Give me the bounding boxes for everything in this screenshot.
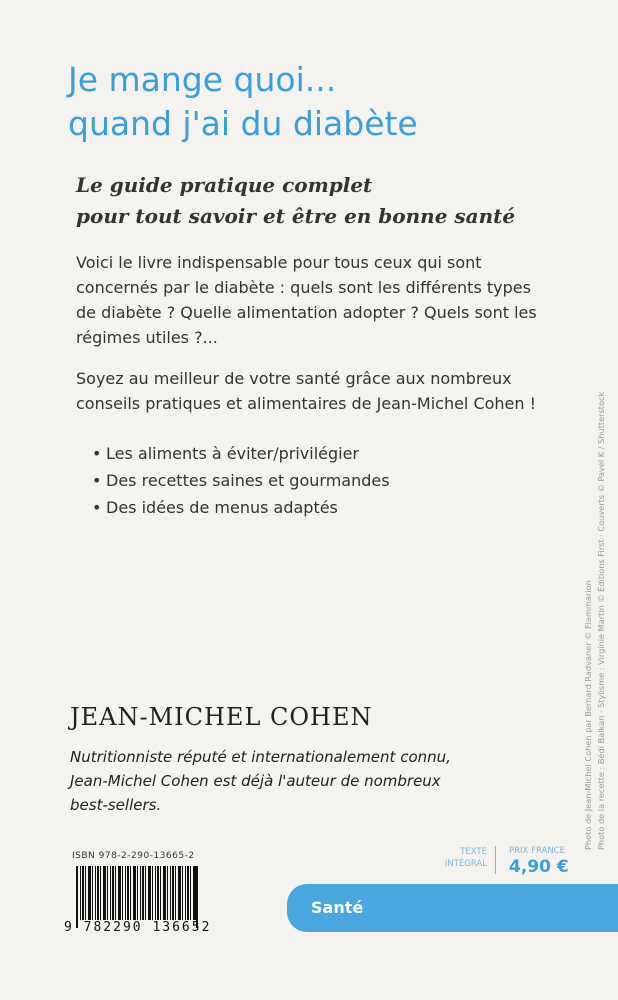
para1-line: concernés par le diabète : quels sont les différents types xyxy=(76,278,531,297)
subtitle-line-2: pour tout savoir et être en bonne santé xyxy=(76,204,516,228)
para2-line: conseils pratiques et alimentaires de Jean-Michel Cohen ! xyxy=(76,394,537,413)
price-label: PRIX FRANCE xyxy=(509,846,565,856)
description-paragraph-2 xyxy=(76,366,568,416)
bio-line: best-sellers. xyxy=(70,796,162,814)
feature-list xyxy=(92,440,390,521)
feature-item xyxy=(92,440,390,467)
texte-line: TEXTE xyxy=(460,847,487,857)
price-value: 4,90 € xyxy=(509,857,569,877)
subtitle-line-1: Le guide pratique complet xyxy=(76,173,373,197)
book-title xyxy=(68,58,418,146)
description-paragraph-1 xyxy=(76,250,568,350)
bio-line: Jean-Michel Cohen est déjà l'auteur de nombreux xyxy=(70,772,441,790)
para2-line: Soyez au meilleur de votre santé grâce aux nombreux xyxy=(76,369,512,388)
title-line-1: Je mange quoi... xyxy=(68,60,337,99)
feature-item xyxy=(92,467,390,494)
barcode-digits: 9 782290 136652 xyxy=(64,920,212,935)
barcode-guard xyxy=(76,866,78,928)
credit-line: Photo de Jean-Michel Cohen par Bernard Radvaner © Flammarion xyxy=(583,580,593,850)
barcode-guard xyxy=(196,866,198,928)
para1-line: de diabète ? Quelle alimentation adopter ? Quels sont les xyxy=(76,303,537,322)
photo-credits xyxy=(582,392,608,850)
book-subtitle xyxy=(76,170,515,232)
bullet-icon: • xyxy=(92,498,102,517)
texte-integral-label xyxy=(435,846,487,870)
bio-line: Nutritionniste réputé et internationalement connu, xyxy=(70,748,451,766)
price-divider xyxy=(495,846,496,874)
author-bio xyxy=(70,745,451,817)
isbn-label: ISBN 978-2-290-13665-2 xyxy=(72,851,195,861)
author-name: JEAN-MICHEL COHEN xyxy=(70,703,373,731)
title-line-2: quand j'ai du diabète xyxy=(68,104,418,143)
texte-line: INTÉGRAL xyxy=(444,859,487,869)
credit-line: Photo de la recette : Bédi Balkan · Stylisme : Virginie Martin © Éditions First · Couverts © Pavel K / Shutterstock xyxy=(596,391,606,850)
category-band xyxy=(287,884,618,932)
para1-line: régimes utiles ?... xyxy=(76,328,218,347)
bullet-icon: • xyxy=(92,471,102,490)
feature-item xyxy=(92,494,390,521)
para1-line: Voici le livre indispensable pour tous ceux qui sont xyxy=(76,253,482,272)
category-label: Santé xyxy=(311,898,364,917)
feature-text: Des recettes saines et gourmandes xyxy=(106,471,390,490)
bullet-icon: • xyxy=(92,444,102,463)
feature-text: Des idées de menus adaptés xyxy=(106,498,338,517)
barcode-icon xyxy=(80,866,196,920)
feature-text: Les aliments à éviter/privilégier xyxy=(106,444,359,463)
